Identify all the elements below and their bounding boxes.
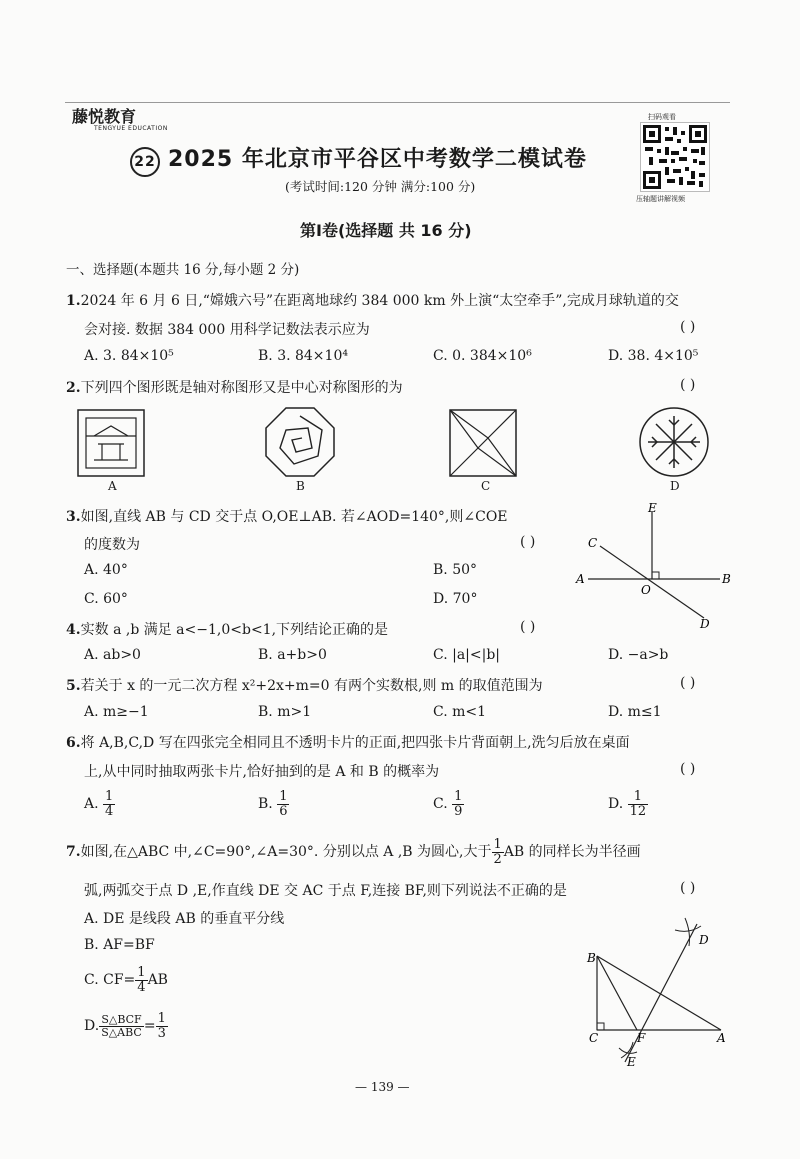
q2-text: 下列四个图形既是轴对称图形又是中心对称图形的为 [80,380,403,396]
q7-label-f: F [637,1031,646,1045]
q6-c-num: 1 [454,789,463,804]
brand-name: 藤悦教育 [72,107,137,126]
q5-number: 5. [66,678,81,694]
q3-option-c[interactable]: C. 60° [84,591,128,607]
q7-d-den: S△ABC [101,1025,142,1039]
q5-answer-paren[interactable]: ( ) [680,675,696,691]
q6-option-c-prefix: C. [433,796,448,813]
q3-figure [570,500,740,632]
q2-figure-b[interactable] [264,406,336,478]
q2-label-b: B [296,479,305,493]
q1-line2: 会对接. 数据 384 000 用科学记数法表示应为 [84,322,370,338]
q7-d-num: S△BCF [99,1014,144,1027]
q6-option-d[interactable] [608,790,648,818]
q7-text-1a: 如图,在△ABC 中,∠C=90°,∠A=30°. 分别以点 A ,B 为圆心,大于 [80,844,492,861]
q3-answer-paren[interactable]: ( ) [520,534,536,550]
q7-right-angle [597,1023,604,1030]
page-number: — 139 — [355,1080,410,1094]
q1-text-1: 2024 年 6 月 6 日,“嫦娥六号”在距离地球约 384 000 km 外上演“太空牵手”,完成月球轨道的交 [80,293,679,309]
q4-option-c[interactable]: C. |a|<|b| [433,647,501,663]
q6-option-c-fraction [452,790,464,818]
q4-option-a[interactable]: A. ab>0 [84,647,141,663]
q6-option-a[interactable] [84,790,115,818]
q7-line-de [625,924,697,1062]
q3-line2: 的度数为 [84,537,140,553]
title-text: 2025 年北京市平谷区中考数学二模试卷 [168,147,587,172]
q6-b-den: 6 [279,803,288,819]
q7-label-b: B [587,951,596,965]
q3-label-e: E [648,501,657,515]
q7-figure [575,912,735,1072]
q2-label-a: A [108,479,117,493]
q2-label-c: C [481,479,491,493]
q7-option-b[interactable]: B. AF=BF [84,937,155,953]
q1-option-a[interactable]: A. 3. 84×10⁵ [84,348,174,364]
q7-option-c-fraction [135,966,147,994]
q7-label-c: C [589,1031,599,1045]
q3-text-1: 如图,直线 AB 与 CD 交于点 O,OE⊥AB. 若∠AOD=140°,则∠COE [80,509,508,525]
q6-number: 6. [66,735,81,751]
q4-number: 4. [66,622,81,638]
q5-text: 若关于 x 的一元二次方程 x²+2x+m=0 有两个实数根,则 m 的取值范围为 [80,678,543,694]
q6-option-a-prefix: A. [84,796,99,813]
q6-option-d-fraction [628,790,649,818]
q1-line1 [66,290,679,310]
q7-option-c-post: AB [147,972,168,989]
q3-label-d: D [700,617,710,631]
q4-option-d[interactable]: D. −a>b [608,647,669,663]
q3-label-c: C [588,536,598,550]
q7-line1 [66,838,641,866]
q6-line1 [66,732,630,752]
q7-side-ab [597,956,721,1030]
q4-text: 实数 a ,b 满足 a<−1,0<b<1,下列结论正确的是 [80,622,389,638]
q1-answer-paren[interactable]: ( ) [680,319,696,335]
section-heading: 一、选择题(本题共 16 分,每小题 2 分) [66,262,300,278]
q7-option-d-eq: = [143,1018,156,1035]
q7-line2: 弧,两弧交于点 D ,E,作直线 DE 交 AC 于点 F,连接 BF,则下列说法不正确的是 [84,883,567,899]
q2-number: 2. [66,380,81,396]
q1-number: 1. [66,293,81,309]
q5-option-c[interactable]: C. m<1 [433,704,487,720]
paper-number-badge: 22 [130,147,160,177]
header-divider [65,102,730,103]
q6-option-c[interactable] [433,790,464,818]
q5-option-d[interactable]: D. m≤1 [608,704,662,720]
q3-option-b[interactable]: B. 50° [433,562,478,578]
q7-c-den: 4 [137,979,146,995]
q6-a-num: 1 [105,789,114,804]
q6-d-den: 12 [629,803,647,819]
q7-option-a[interactable]: A. DE 是线段 AB 的垂直平分线 [84,911,285,927]
q6-option-b[interactable] [258,790,289,818]
q6-answer-paren[interactable]: ( ) [680,761,696,777]
q3-line1 [66,506,508,526]
q7-label-d: D [699,933,709,947]
q7-answer-paren[interactable]: ( ) [680,880,696,896]
exam-info: (考试时间:120 分钟 满分:100 分) [285,179,476,194]
q3-label-o: O [641,583,651,597]
q3-option-d[interactable]: D. 70° [433,591,478,607]
q6-option-b-fraction [277,790,289,818]
q6-option-d-prefix: D. [608,796,624,813]
q7-text-1b: AB 的同样长为半径画 [503,844,641,861]
q3-label-a: A [576,572,585,586]
qr-code[interactable] [640,122,710,192]
q7-option-c-pre: C. CF= [84,972,136,989]
q7-number: 7. [66,844,81,861]
q7-option-d-rfraction [156,1012,168,1040]
brand-logo [72,104,168,132]
q7-label-a: A [717,1031,726,1045]
q2-figure-c[interactable] [448,408,518,478]
qr-label-bottom: 压轴题讲解视频 [636,195,685,203]
q7-option-d-fraction [99,1014,144,1038]
q7-c-num: 1 [137,965,146,980]
q6-line2: 上,从中同时抽取两张卡片,恰好抽到的是 A 和 B 的概率为 [84,764,440,780]
q6-option-a-fraction [103,790,115,818]
q6-text-1: 将 A,B,C,D 写在四张完全相同且不透明卡片的正面,把四张卡片背面朝上,洗匀后放在桌面 [80,735,630,751]
q7-option-c[interactable] [84,966,168,994]
q4-answer-paren[interactable]: ( ) [520,619,536,635]
q7-half-fraction [492,838,504,866]
qr-label-top: 扫码观看 [648,113,676,121]
q4-line [66,619,388,639]
q2-figure-a[interactable] [76,408,146,478]
q2-figure-d[interactable] [638,406,710,478]
brand-subtitle: TENGYUE EDUCATION [94,125,168,132]
q6-c-den: 9 [454,803,463,819]
q7-d-rden: 3 [157,1025,166,1041]
q5-line [66,675,543,695]
q1-option-c[interactable]: C. 0. 384×10⁶ [433,348,532,364]
q6-a-den: 4 [105,803,114,819]
q2-line [66,377,403,397]
q1-option-b[interactable]: B. 3. 84×10⁴ [258,348,348,364]
q5-option-b[interactable]: B. m>1 [258,704,312,720]
q7-label-e: E [627,1055,636,1069]
q2-label-d: D [670,479,680,493]
q5-option-a[interactable]: A. m≥−1 [84,704,149,720]
q3-number: 3. [66,509,81,525]
q7-option-d[interactable] [84,1012,168,1040]
q6-d-num: 1 [628,790,649,805]
q3-right-angle [652,572,659,579]
q2-answer-paren[interactable]: ( ) [680,377,696,393]
q3-label-b: B [722,572,731,586]
q7-option-d-pre: D. [84,1018,100,1035]
q1-option-d[interactable]: D. 38. 4×10⁵ [608,348,699,364]
q7-half-den: 2 [493,851,502,867]
q7-d-rnum: 1 [157,1011,166,1026]
page-title [130,142,587,177]
q6-option-b-prefix: B. [258,796,273,813]
q3-option-a[interactable]: A. 40° [84,562,128,578]
q7-segment-bf [597,956,637,1030]
q4-option-b[interactable]: B. a+b>0 [258,647,327,663]
q6-b-num: 1 [279,789,288,804]
q7-half-num: 1 [493,837,502,852]
part-title: 第Ⅰ卷(选择题 共 16 分) [300,221,472,240]
